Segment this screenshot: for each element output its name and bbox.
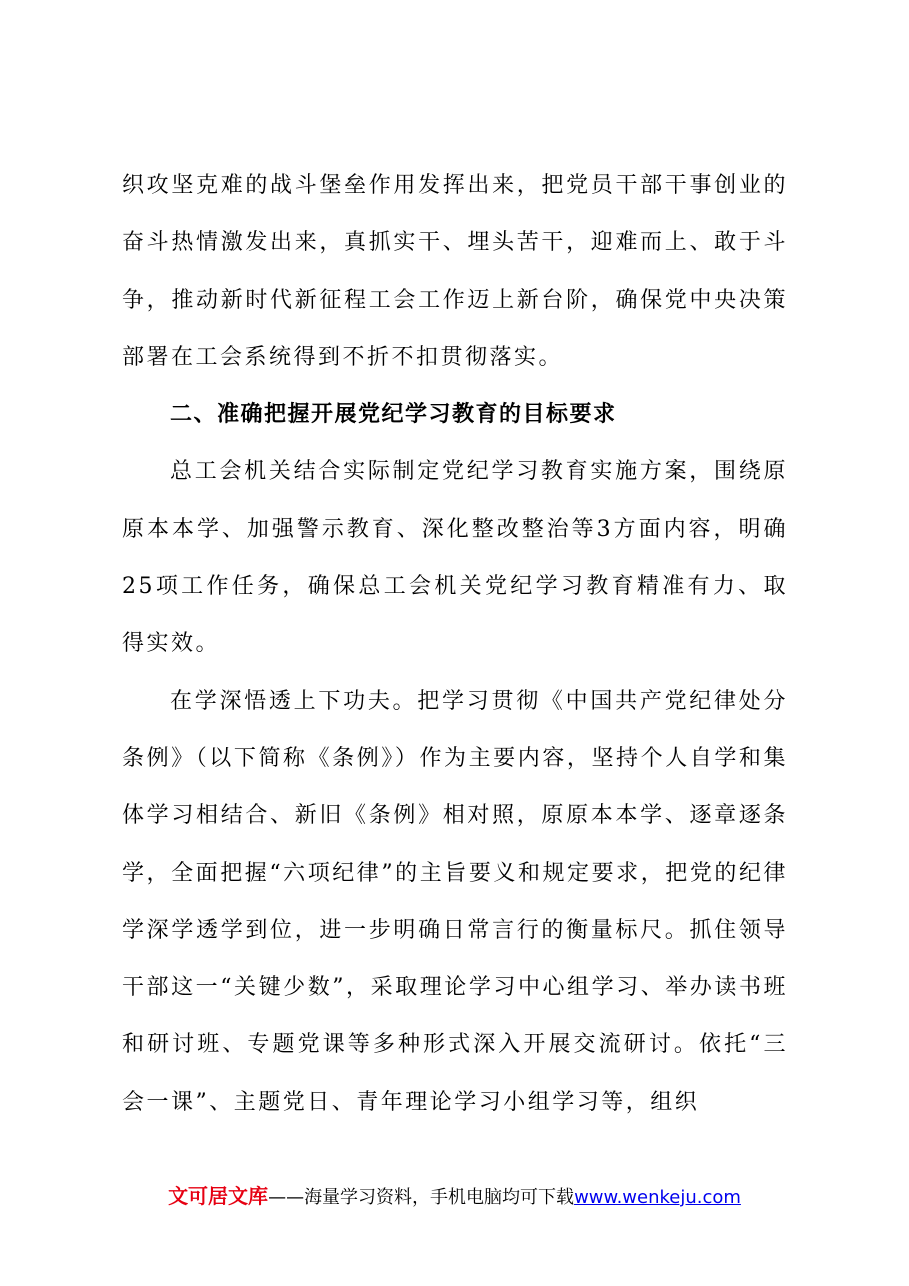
- footer-banner: [0, 1181, 909, 1213]
- document-body: [122, 157, 788, 1131]
- paragraph-goals: 总工会机关结合实际制定党纪学习教育实施方案，围绕原原本本学、加强警示教育、深化整改整治等3方面内容，明确25项工作任务，确保总工会机关党纪学习教育精准有力、取得实效。: [122, 459, 788, 657]
- paragraph-continuation: 织攻坚克难的战斗堡垒作用发挥出来，把党员干部干事创业的奋斗热情激发出来，真抓实干、埋头苦干，迎难而上、敢于斗争，推动新时代新征程工会工作迈上新台阶，确保党中央决策部署在工会系统得到不折不扣贯彻落实。: [122, 173, 788, 370]
- footer-slogan: ——海量学习资料，手机电脑均可下载: [268, 1187, 575, 1208]
- footer-brand: 文可居文库: [168, 1184, 269, 1208]
- footer-url-link[interactable]: www.wenkeju.com: [574, 1187, 741, 1208]
- paragraph-study: 在学深悟透上下功夫。把学习贯彻《中国共产党纪律处分条例》（以下简称《条例》）作为主要内容，坚持个人自学和集体学习相结合、新旧《条例》相对照，原原本本学、逐章逐条学，全面把握“六项纪律”的主旨要义和规定要求，把党的纪律学深学透学到位，进一步明确日常言行的衡量标尺。抓住领导干部这一“关键少数”，采取理论学习中心组学习、举办读书班和研讨班、专题党课等多种形式深入开展交流研讨。依托“三会一课”、主题党日、青年理论学习小组学习等，组织: [122, 688, 788, 1115]
- section-heading: 二、准确把握开展党纪学习教育的目标要求: [170, 402, 617, 428]
